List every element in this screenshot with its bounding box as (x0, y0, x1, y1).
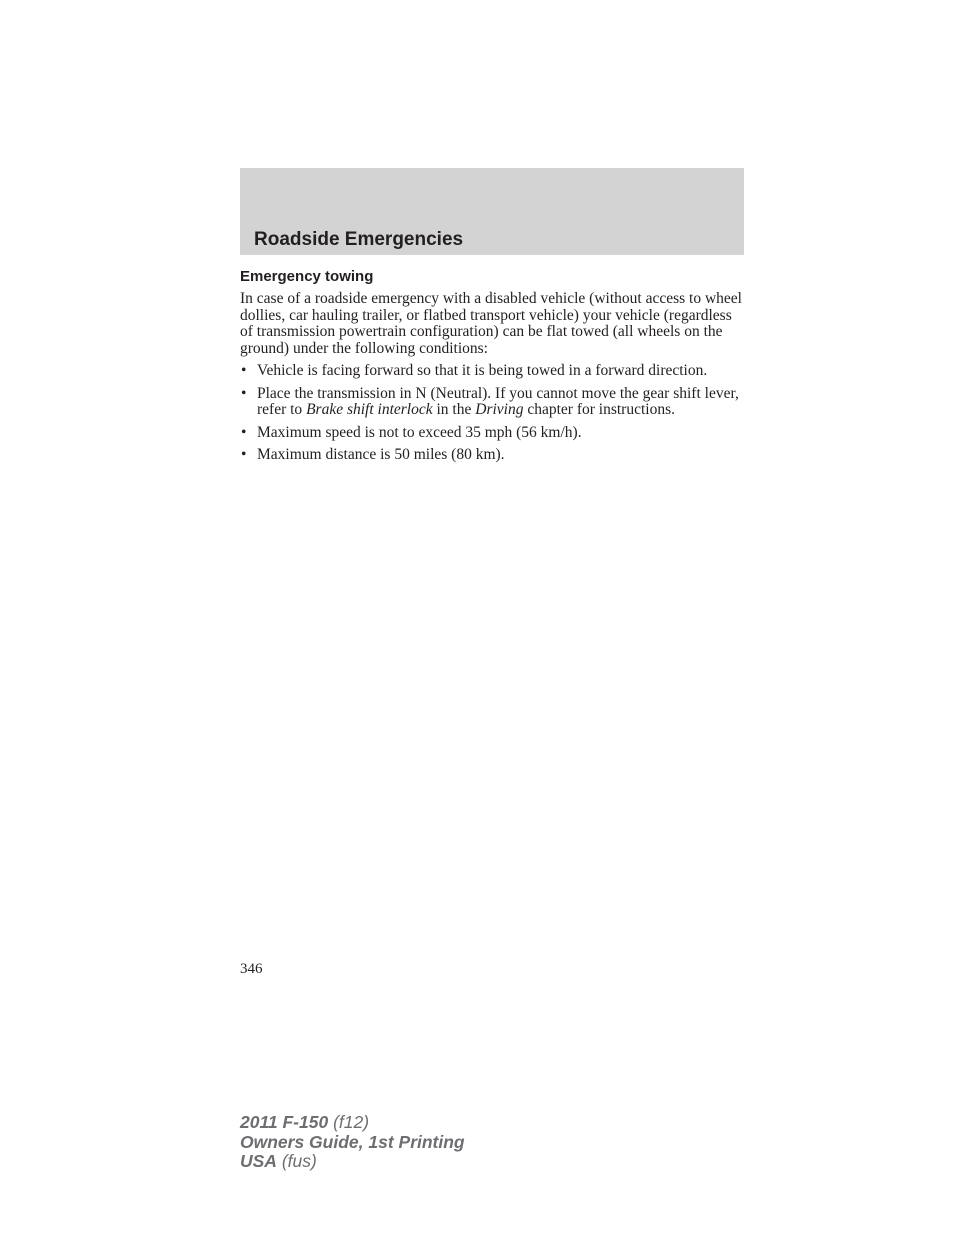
footer-line-model (240, 1113, 465, 1133)
bullet-mark: • (241, 446, 247, 463)
cross-reference-brake-shift-interlock: Brake shift interlock (306, 401, 433, 418)
page-number: 346 (240, 961, 263, 977)
bullet-mark: • (241, 362, 247, 379)
list-item-text: chapter for instructions. (523, 401, 675, 418)
main-content (240, 268, 744, 470)
intro-paragraph: In case of a roadside emergency with a disabled vehicle (without access to wheel dollies, car hauling trailer, or flatbed transport vehicle) your vehicle (regardless of transmission powertrain configuration) can be flat towed (all wheels on the ground) under the following conditions: (240, 290, 742, 357)
footer-publication-info (240, 1113, 465, 1172)
footer-model-code: (f12) (328, 1112, 370, 1132)
bullet-mark: • (241, 423, 247, 441)
bullet-mark: • (241, 384, 247, 402)
section-header-band (240, 168, 744, 255)
list-item (240, 363, 744, 380)
cross-reference-driving-chapter: Driving (475, 401, 524, 418)
section-title: Roadside Emergencies (254, 229, 464, 250)
conditions-list (240, 363, 744, 464)
footer-region-code: (fus) (276, 1151, 317, 1171)
list-item-text: Maximum distance is 50 miles (80 km). (257, 446, 505, 463)
list-item-text: Place the transmission in N (Neutral). If you cannot move the gear shift lever, refer to (257, 384, 739, 418)
footer-region: USA (240, 1151, 277, 1171)
list-item-text: Maximum speed is not to exceed 35 mph (56 km/h). (257, 423, 582, 441)
subheading-emergency-towing: Emergency towing (240, 268, 374, 285)
list-item (240, 386, 744, 419)
footer-line-region (240, 1152, 465, 1172)
list-item-text: Vehicle is facing forward so that it is being towed in a forward direction. (257, 362, 708, 379)
footer-line-printing: Owners Guide, 1st Printing (240, 1131, 465, 1152)
list-item-text: in the (432, 401, 476, 418)
footer-model: 2011 F-150 (240, 1112, 329, 1132)
list-item (240, 425, 744, 442)
list-item (240, 447, 744, 464)
